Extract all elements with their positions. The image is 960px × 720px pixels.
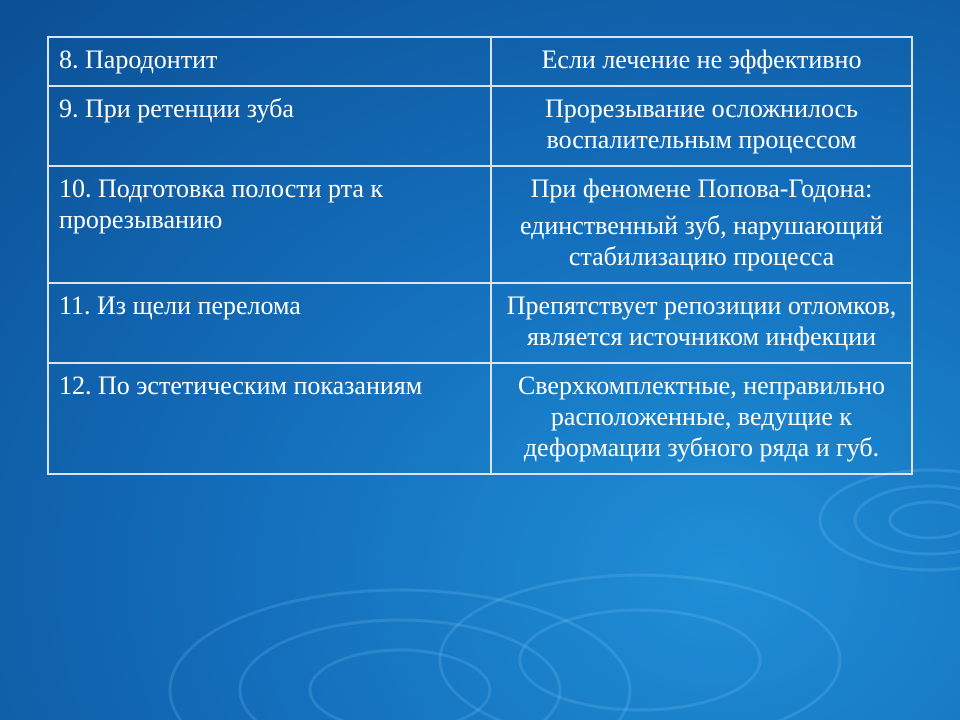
condition-text: Сверхкомплектные, неправильно расположенные, ведущие к деформации зубного ряда и губ. [517, 371, 886, 462]
condition-text: Если лечение не эффективно [541, 45, 862, 74]
condition-cell [491, 37, 912, 86]
table-row [48, 283, 912, 363]
table-row [48, 166, 912, 283]
table-row [48, 363, 912, 474]
indication-cell: 11. Из щели перелома [48, 283, 491, 363]
condition-text: При феномене Попова-Годона: [530, 174, 873, 203]
table-row [48, 37, 912, 86]
condition-text: Прорезывание осложнилось воспалительным процессом [544, 94, 859, 154]
indication-cell: 8. Пародонтит [48, 37, 491, 86]
indications-table [47, 36, 913, 475]
condition-text: единственный зуб, нарушающий стабилизацию процесса [519, 211, 884, 271]
condition-text: Препятствует репозиции отломков, является источником инфекции [506, 291, 897, 351]
indication-cell: 10. Подготовка полости рта к прорезыванию [48, 166, 491, 283]
condition-cell [491, 166, 912, 283]
table-row [48, 86, 912, 166]
condition-cell [491, 363, 912, 474]
condition-cell [491, 86, 912, 166]
indication-cell: 9. При ретенции зуба [48, 86, 491, 166]
condition-cell [491, 283, 912, 363]
indication-cell: 12. По эстетическим показаниям [48, 363, 491, 474]
